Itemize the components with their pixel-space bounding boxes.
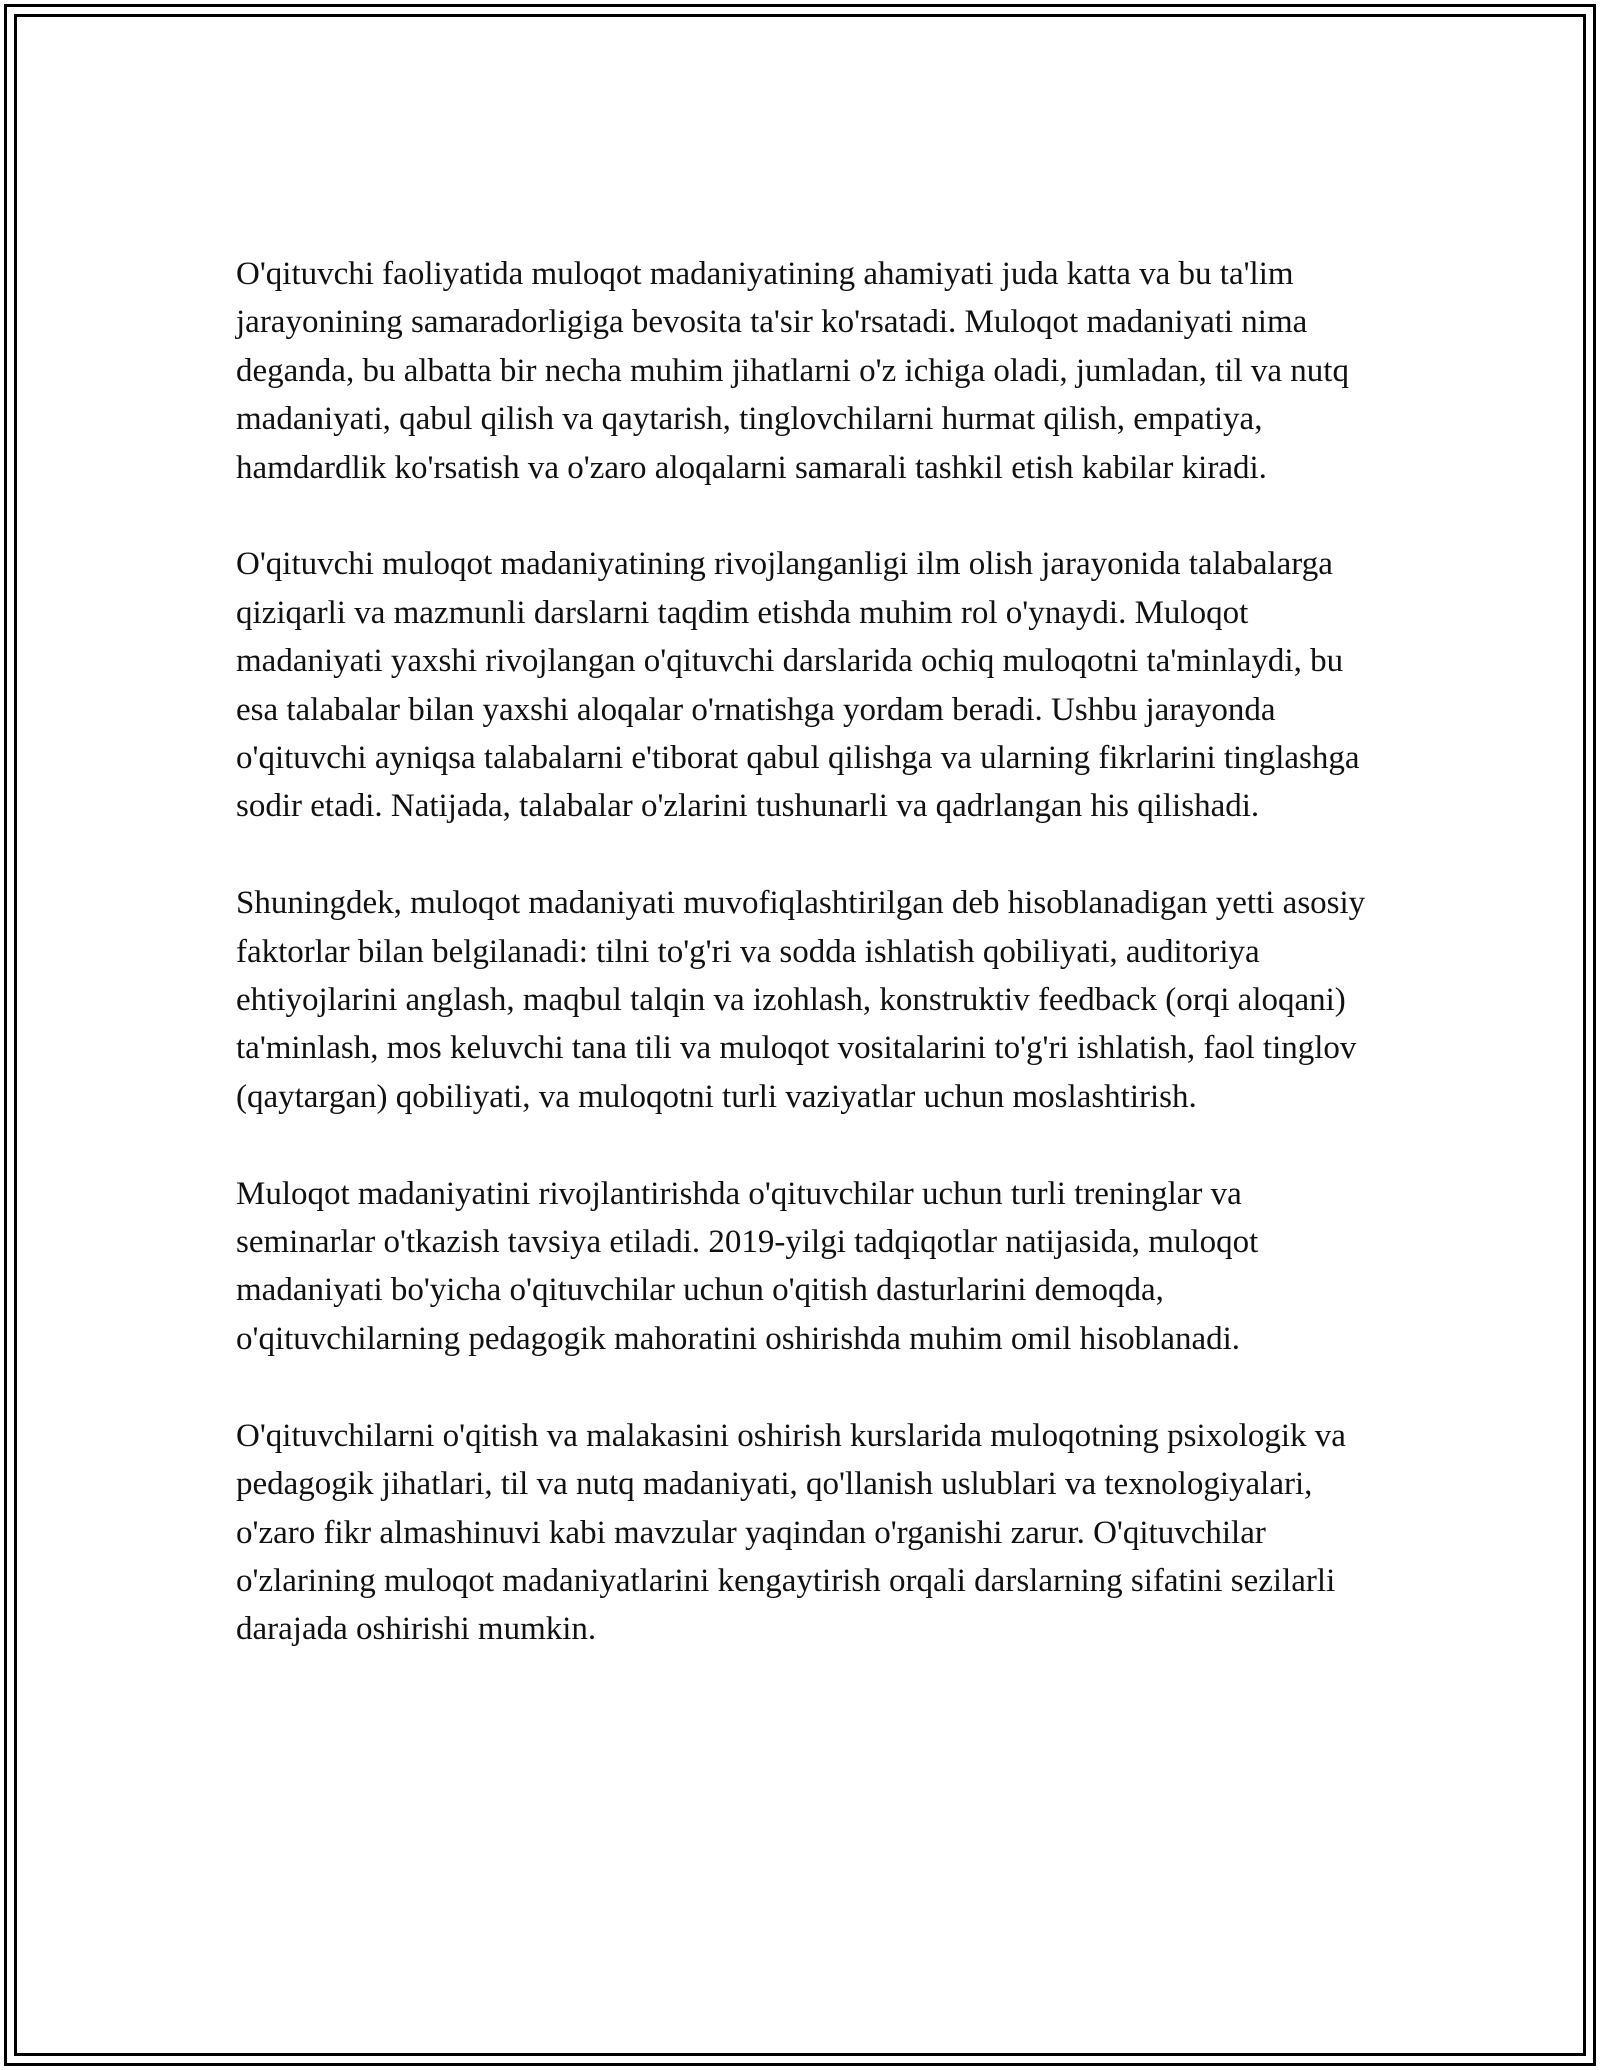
paragraph-5: O'qituvchilarni o'qitish va malakasini oshirish kurslarida muloqotning psixologik va pedagogik jihatlari, til va nutq madaniyati, qo'llanish uslublari va texnologiyalari, o'zaro fikr almashinuvi kabi mavzular yaqindan o'rganishi zarur. O'qituvchilar o'zlarining muloqot madaniyatlarini kengaytirish orqali darslarning sifatini sezilarli darajada oshirishi mumkin.: [236, 1417, 1346, 1648]
paragraph-1: O'qituvchi faoliyatida muloqot madaniyatining ahamiyati juda katta va bu ta'lim jarayonining samaradorligiga bevosita ta'sir ko'rsatadi. Muloqot madaniyati nima deganda, bu albatta bir necha muhim jihatlarni o'z ichiga oladi, jumladan, til va nutq madaniyati, qabul qilish va qaytarish, tinglovchilarni hurmat qilish, empatiya, hamdardlik ko'rsatish va o'zaro aloqalarni samarali tashkil etish kabilar kiradi.: [236, 256, 1349, 486]
paragraph-2: O'qituvchi muloqot madaniyatining rivojlanganligi ilm olish jarayonida talabalarga qiziqarli va mazmunli darslarni taqdim etishda muhim rol o'ynaydi. Muloqot madaniyati yaxshi rivojlangan o'qituvchi darslarida ochiq muloqotni ta'minlaydi, bu esa talabalar bilan yaxshi aloqalar o'rnatishga yordam beradi. Ushbu jarayonda o'qituvchi ayniqsa talabalarni e'tiborat qabul qilishga va ularning fikrlarini tinglashga sodir etadi. Natijada, talabalar o'zlarini tushunarli va qadrlangan his qilishadi.: [236, 546, 1360, 825]
document-body: [236, 250, 1376, 1654]
paragraph-3: Shuningdek, muloqot madaniyati muvofiqlashtirilgan deb hisoblanadigan yetti asosiy faktorlar bilan belgilanadi: tilni to'g'ri va sodda ishlatish qobiliyati, auditoriya ehtiyojlarini anglash, maqbul talqin va izohlash, konstruktiv feedback (orqi aloqani) ta'minlash, mos keluvchi tana tili va muloqot vositalarini to'g'ri ishlatish, faol tinglov (qaytargan) qobiliyati, va muloqotni turli vaziyatlar uchun moslashtirish.: [236, 885, 1366, 1115]
paragraph-4: Muloqot madaniyatini rivojlantirishda o'qituvchilar uchun turli treninglar va seminarlar o'tkazish tavsiya etiladi. 2019-yilgi tadqiqotlar natijasida, muloqot madaniyati bo'yicha o'qituvchilar uchun o'qitish dasturlarini demoqda, o'qituvchilarning pedagogik mahoratini oshirishda muhim omil hisoblanadi.: [236, 1175, 1259, 1357]
